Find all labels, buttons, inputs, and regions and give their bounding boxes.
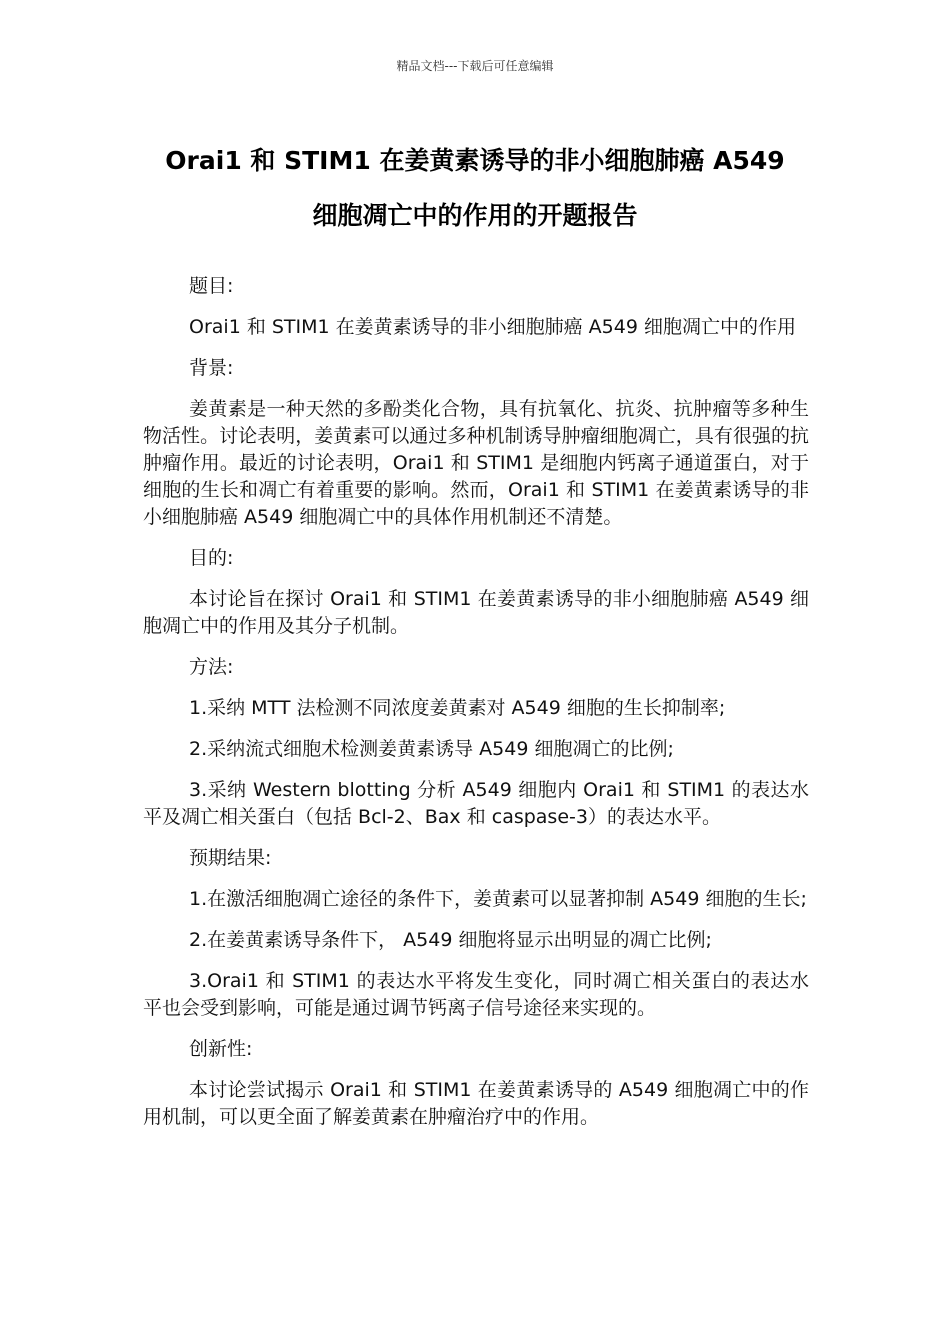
section-heading-expected-results: 预期结果: bbox=[189, 847, 272, 869]
paragraph-topic: Orai1 和 STIM1 在姜黄素诱导的非小细胞肺癌 A549 细胞凋亡中的作用 bbox=[189, 316, 796, 338]
document-title-line-2: 细胞凋亡中的作用的开题报告 bbox=[312, 201, 638, 230]
result-item-3: 3.Orai1 和 STIM1 的表达水平将发生变化，同时凋亡相关蛋白的表达水平也会受到影响，可能是通过调节钙离子信号途径来实现的。 bbox=[143, 970, 809, 1019]
method-item-1: 1.采纳 MTT 法检测不同浓度姜黄素对 A549 细胞的生长抑制率; bbox=[189, 697, 726, 719]
section-heading-innovation: 创新性: bbox=[189, 1038, 253, 1060]
paragraph-innovation: 本讨论尝试揭示 Orai1 和 STIM1 在姜黄素诱导的 A549 细胞凋亡中的作用机制，可以更全面了解姜黄素在肿瘤治疗中的作用。 bbox=[143, 1079, 809, 1128]
document-title-line-1: Orai1 和 STIM1 在姜黄素诱导的非小细胞肺癌 A549 bbox=[165, 146, 785, 175]
paragraph-purpose: 本讨论旨在探讨 Orai1 和 STIM1 在姜黄素诱导的非小细胞肺癌 A549 细胞凋亡中的作用及其分子机制。 bbox=[143, 588, 809, 637]
document-body bbox=[143, 273, 809, 1145]
result-item-2: 2.在姜黄素诱导条件下， A549 细胞将显示出明显的凋亡比例; bbox=[189, 929, 712, 951]
result-item-1: 1.在激活细胞凋亡途径的条件下，姜黄素可以显著抑制 A549 细胞的生长; bbox=[189, 888, 807, 910]
method-item-3: 3.采纳 Western blotting 分析 A549 细胞内 Orai1 和 STIM1 的表达水平及凋亡相关蛋白（包括 Bcl-2、Bax 和 caspase-3）的表达水平。 bbox=[143, 779, 809, 828]
section-heading-topic: 题目: bbox=[189, 275, 234, 297]
method-item-2: 2.采纳流式细胞术检测姜黄素诱导 A549 细胞凋亡的比例; bbox=[189, 738, 674, 760]
section-heading-purpose: 目的: bbox=[189, 547, 234, 569]
section-heading-methods: 方法: bbox=[189, 656, 234, 678]
header-note: 精品文档---下载后可任意编辑 bbox=[396, 59, 554, 73]
paragraph-background: 姜黄素是一种天然的多酚类化合物，具有抗氧化、抗炎、抗肿瘤等多种生物活性。讨论表明，姜黄素可以通过多种机制诱导肿瘤细胞凋亡，具有很强的抗肿瘤作用。最近的讨论表明，Orai1 和 STIM1 是细胞内钙离子通道蛋白，对于细胞的生长和凋亡有着重要的影响。然而，Orai1 和 STIM1 在姜黄素诱导的非小细胞肺癌 A549 细胞凋亡中的具体作用机制还不清楚。 bbox=[143, 398, 809, 528]
section-heading-background: 背景: bbox=[189, 357, 234, 379]
